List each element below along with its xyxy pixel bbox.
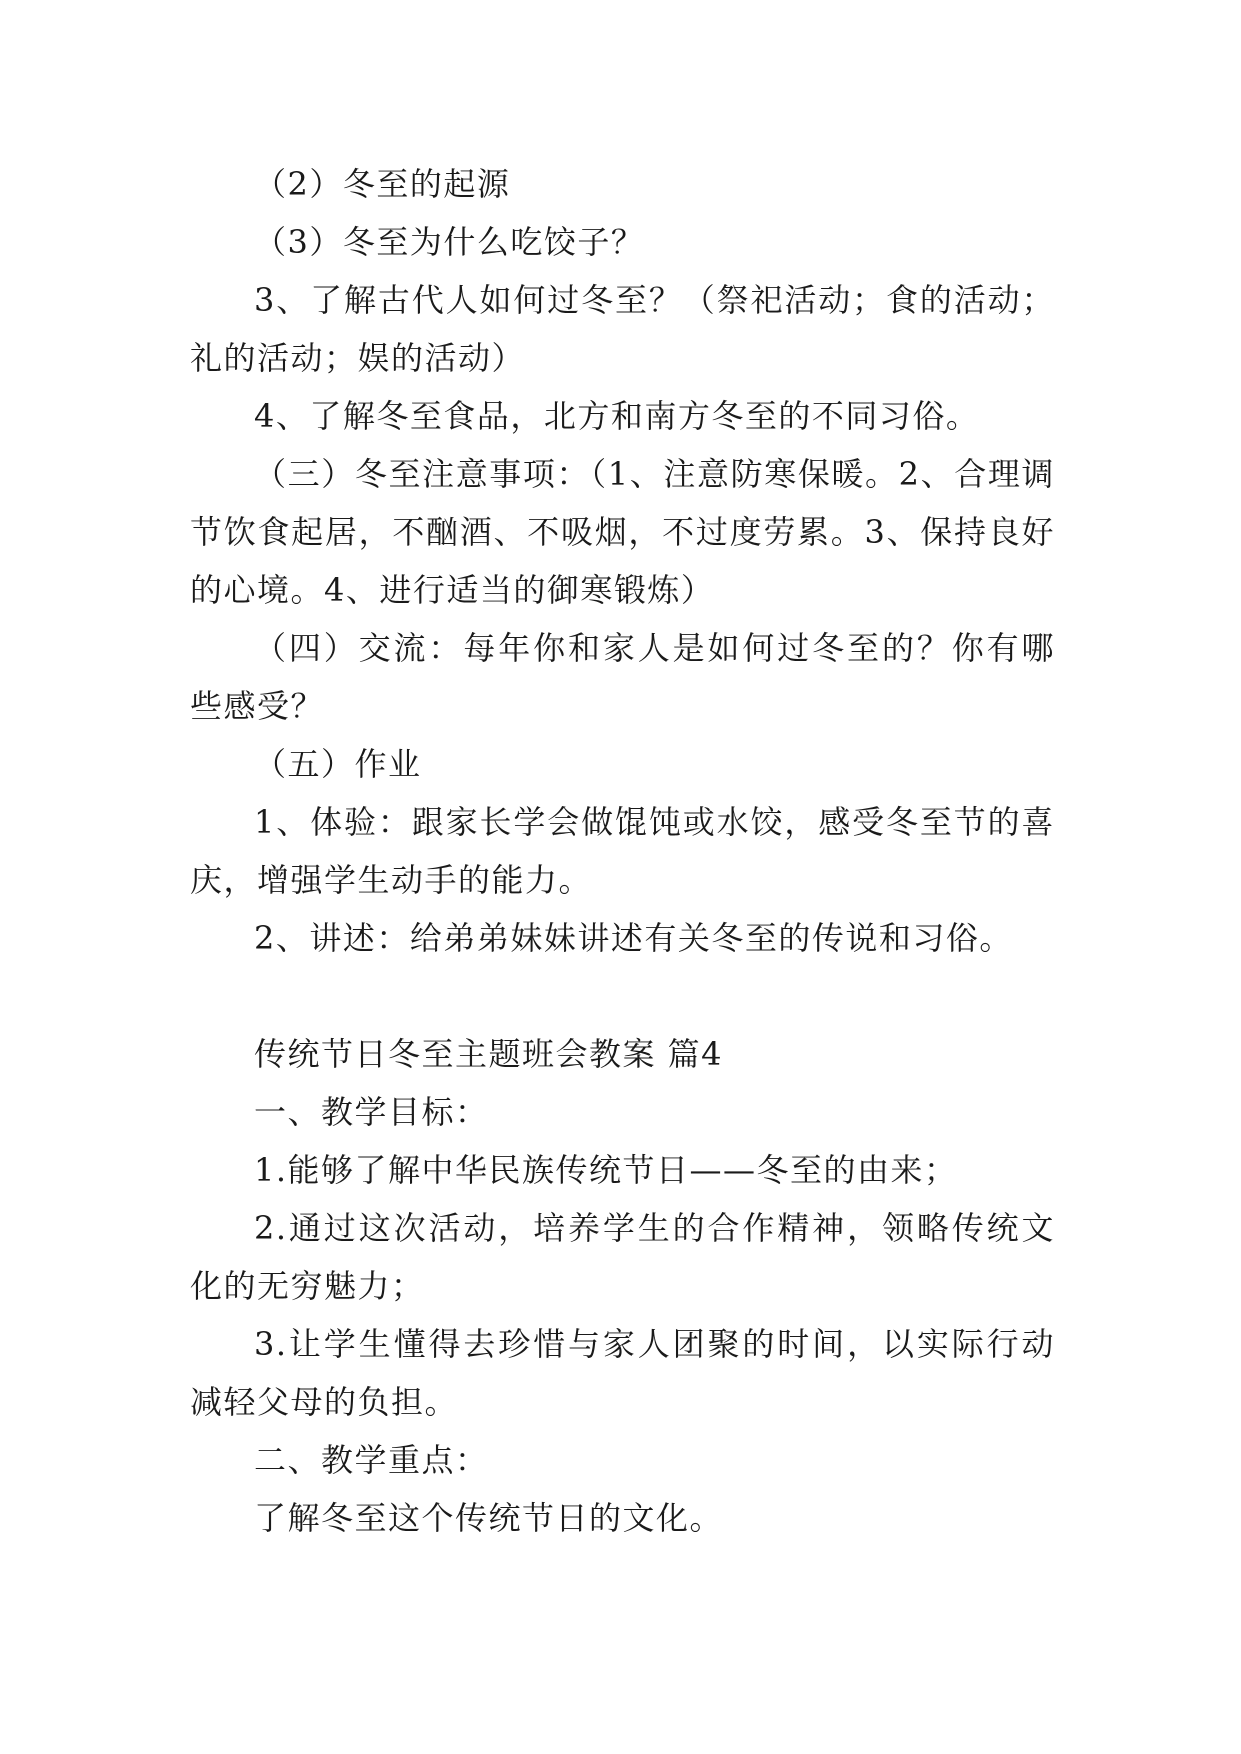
paragraph: （三）冬至注意事项：（1、注意防寒保暖。2、合理调节饮食起居，不酗酒、不吸烟，不过度劳累。3、保持良好的心境。4、进行适当的御寒锻炼） bbox=[190, 455, 1055, 609]
paragraph: 3、了解古代人如何过冬至？（祭祀活动；食的活动；礼的活动；娱的活动） bbox=[190, 281, 1055, 377]
paragraph: 3.让学生懂得去珍惜与家人团聚的时间，以实际行动减轻父母的负担。 bbox=[190, 1325, 1055, 1421]
paragraph: 了解冬至这个传统节日的文化。 bbox=[254, 1499, 724, 1537]
document-body bbox=[190, 155, 1055, 1547]
paragraph: （3）冬至为什么吃饺子？ bbox=[254, 223, 645, 261]
paragraph: （四）交流：每年你和家人是如何过冬至的？你有哪些感受？ bbox=[190, 629, 1055, 725]
paragraph: 一、教学目标： bbox=[254, 1093, 489, 1131]
paragraph: 4、了解冬至食品，北方和南方冬至的不同习俗。 bbox=[254, 397, 980, 435]
paragraph: 2.通过这次活动，培养学生的合作精神，领略传统文化的无穷魅力； bbox=[190, 1209, 1055, 1305]
paragraph: （五）作业 bbox=[254, 745, 422, 783]
paragraph: 二、教学重点： bbox=[254, 1441, 489, 1479]
section-heading: 传统节日冬至主题班会教案 篇4 bbox=[254, 1035, 724, 1073]
paragraph: 1.能够了解中华民族传统节日——冬至的由来； bbox=[254, 1151, 958, 1189]
paragraph: （2）冬至的起源 bbox=[254, 165, 511, 203]
paragraph: 2、讲述：给弟弟妹妹讲述有关冬至的传说和习俗。 bbox=[254, 919, 1013, 957]
paragraph: 1、体验：跟家长学会做馄饨或水饺，感受冬至节的喜庆，增强学生动手的能力。 bbox=[190, 803, 1055, 899]
